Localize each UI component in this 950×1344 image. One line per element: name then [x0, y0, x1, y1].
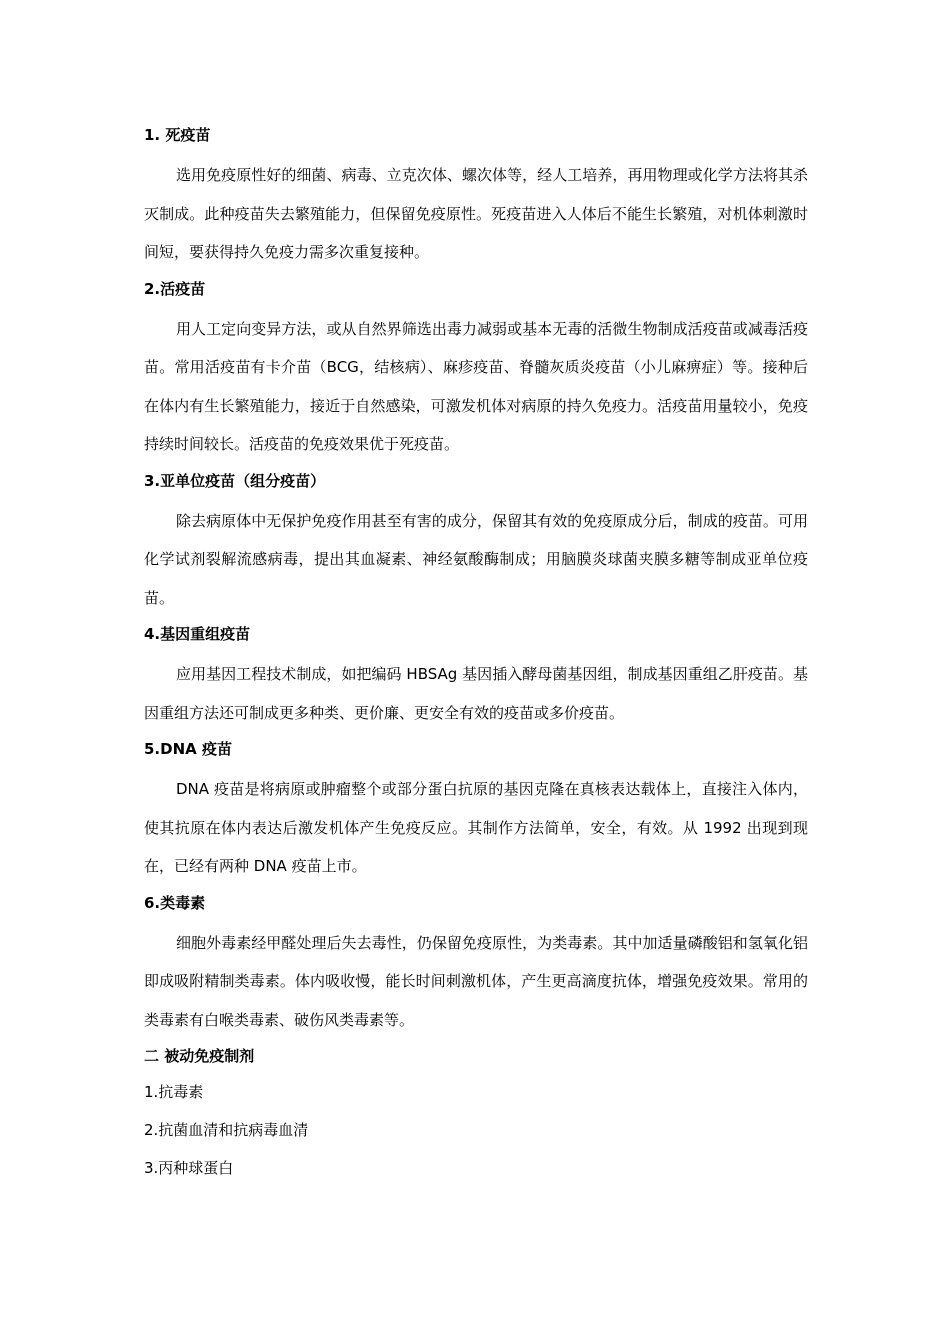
section-body-subunit-vaccine: 除去病原体中无保护免疫作用甚至有害的成分，保留其有效的免疫原成分后，制成的疫苗。可用化学试剂裂解流感病毒，提出其血凝素、神经氨酸酶制成；用脑膜炎球菌夹膜多糖等制成亚单位疫苗。: [144, 511, 808, 607]
list-item: 1.抗毒素: [144, 1083, 204, 1101]
section-body-live-vaccine: 用人工定向变异方法，或从自然界筛选出毒力减弱或基本无毒的活微生物制成活疫苗或减毒活疫苗。常用活疫苗有卡介苗（BCG，结核病）、麻疹疫苗、脊髓灰质炎疫苗（小儿麻痹症）等。接种后在体内有生长繁殖能力，接近于自然感染，可激发机体对病原的持久免疫力。活疫苗用量较小，免疫持续时间较长。活疫苗的免疫效果优于死疫苗。: [144, 319, 808, 453]
section-heading-dna-vaccine: 5.DNA 疫苗: [144, 740, 232, 758]
section-body-dead-vaccine: 选用免疫原性好的细菌、病毒、立克次体、螺次体等，经人工培养，再用物理或化学方法将其杀灭制成。此种疫苗失去繁殖能力，但保留免疫原性。死疫苗进入人体后不能生长繁殖，对机体刺激时间短，要获得持久免疫力需多次重复接种。: [144, 166, 808, 261]
section-body-toxoid: 细胞外毒素经甲醛处理后失去毒性，仍保留免疫原性，为类毒素。其中加适量磷酸铝和氢氧化铝即成吸附精制类毒素。体内吸收慢，能长时间刺激机体，产生更高滴度抗体，增强免疫效果。常用的类毒素有白喉类毒素、破伤风类毒素等。: [144, 933, 808, 1029]
section-heading-recombinant-vaccine: 4.基因重组疫苗: [144, 625, 251, 643]
section-heading-toxoid: 6.类毒素: [144, 893, 206, 912]
section-heading-live-vaccine: 2.活疫苗: [144, 279, 206, 298]
list-item: 3.丙种球蛋白: [144, 1159, 234, 1177]
section-body-dna-vaccine: DNA 疫苗是将病原或肿瘤整个或部分蛋白抗原的基因克隆在真核表达载体上，直接注入体内，使其抗原在体内表达后激发机体产生免疫反应。其制作方法简单，安全，有效。从 1992 出现到现在，已经有两种 DNA 疫苗上市。: [144, 780, 808, 875]
section-body-recombinant-vaccine: 应用基因工程技术制成，如把编码 HBSAg 基因插入酵母菌基因组，制成基因重组乙肝疫苗。基因重组方法还可制成更多种类、更价廉、更安全有效的疫苗或多价疫苗。: [144, 665, 808, 722]
document-body: [144, 120, 808, 1191]
section-heading-subunit-vaccine: 3.亚单位疫苗（组分疫苗）: [144, 471, 326, 490]
list-item: 2.抗菌血清和抗病毒血清: [144, 1121, 309, 1139]
section-heading-dead-vaccine: 1. 死疫苗: [144, 126, 211, 144]
passive-immunity-heading: 二 被动免疫制剂: [144, 1047, 255, 1065]
